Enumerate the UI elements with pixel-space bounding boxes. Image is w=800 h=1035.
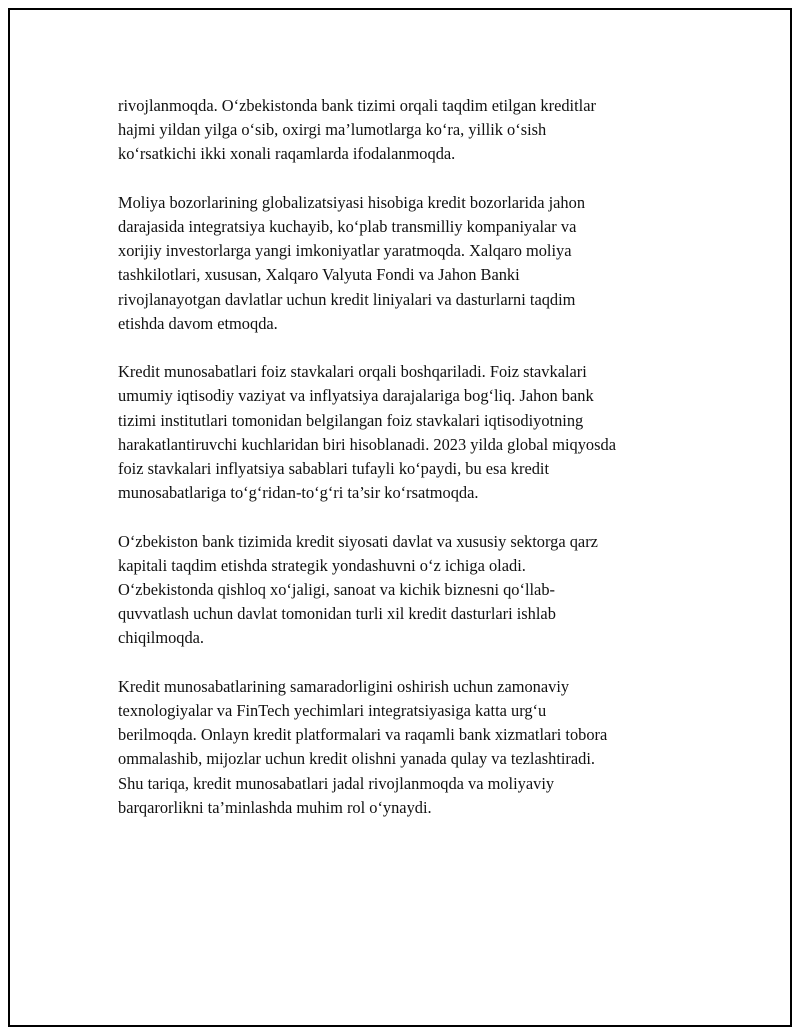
text-line: quvvatlash uchun davlat tomonidan turli xil kredit dasturlari ishlab (118, 604, 556, 624)
paragraph-2 (118, 191, 698, 336)
text-line: umumiy iqtisodiy vaziyat va inflyatsiya darajalariga bog‘liq. Jahon bank (118, 386, 594, 406)
paragraph-3 (118, 360, 698, 505)
text-line: rivojlanayotgan davlatlar uchun kredit liniyalari va dasturlarni taqdim (118, 289, 576, 309)
text-line: texnologiyalar va FinTech yechimlari integratsiyasiga katta urg‘u (118, 701, 547, 721)
text-line: O‘zbekistonda qishloq xo‘jaligi, sanoat va kichik biznesni qo‘llab- (118, 580, 555, 600)
text-line: Shu tariqa, kredit munosabatlari jadal rivojlanmoqda va moliyaviy (118, 773, 555, 793)
text-line: xorijiy investorlarga yangi imkoniyatlar yaratmoqda. Xalqaro moliya (118, 241, 572, 261)
text-line: Kredit munosabatlari foiz stavkalari orqali boshqariladi. Foiz stavkalari (118, 362, 587, 382)
text-line: darajasida integratsiya kuchayib, ko‘plab transmilliy kompaniyalar va (118, 217, 577, 236)
text-line: ko‘rsatkichi ikki xonali raqamlarda ifodalanmoqda. (118, 144, 456, 164)
text-line: ommalashib, mijozlar uchun kredit olishni yanada qulay va tezlashtiradi. (118, 749, 596, 769)
text-line: foiz stavkalari inflyatsiya sabablari tufayli ko‘paydi, bu esa kredit (118, 459, 550, 479)
text-line: tashkilotlari, xususan, Xalqaro Valyuta Fondi va Jahon Banki (118, 265, 520, 285)
page-frame (8, 8, 792, 1027)
paragraph-1 (118, 94, 698, 167)
document-body (118, 94, 698, 844)
text-line: Kredit munosabatlarining samaradorligini oshirish uchun zamonaviy (118, 676, 570, 696)
text-line: chiqilmoqda. (118, 628, 205, 648)
text-line: berilmoqda. Onlayn kredit platformalari va raqamli bank xizmatlari tobora (118, 725, 608, 745)
text-line: kapitali taqdim etishda strategik yondashuvni o‘z ichiga oladi. (118, 555, 526, 575)
text-line: hajmi yildan yilga o‘sib, oxirgi ma’lumotlarga ko‘ra, yillik o‘sish (118, 120, 547, 140)
text-line: munosabatlariga to‘g‘ridan-to‘g‘ri ta’sir ko‘rsatmoqda. (118, 483, 479, 503)
text-line: etishda davom etmoqda. (118, 313, 278, 333)
text-line: rivojlanmoqda. O‘zbekistonda bank tizimi orqali taqdim etilgan kreditlar (118, 96, 596, 115)
text-line: tizimi institutlari tomonidan belgilangan foiz stavkalari iqtisodiyotning (118, 410, 584, 430)
text-line: barqarorlikni ta’minlashda muhim rol o‘ynaydi. (118, 797, 432, 817)
text-line: Moliya bozorlarining globalizatsiyasi hisobiga kredit bozorlarida jahon (118, 192, 586, 212)
text-line: O‘zbekiston bank tizimida kredit siyosati davlat va xususiy sektorga qarz (118, 531, 598, 551)
text-line: harakatlantiruvchi kuchlaridan biri hisoblanadi. 2023 yilda global miqyosda (118, 434, 616, 454)
paragraph-4 (118, 530, 698, 651)
paragraph-5 (118, 675, 698, 820)
